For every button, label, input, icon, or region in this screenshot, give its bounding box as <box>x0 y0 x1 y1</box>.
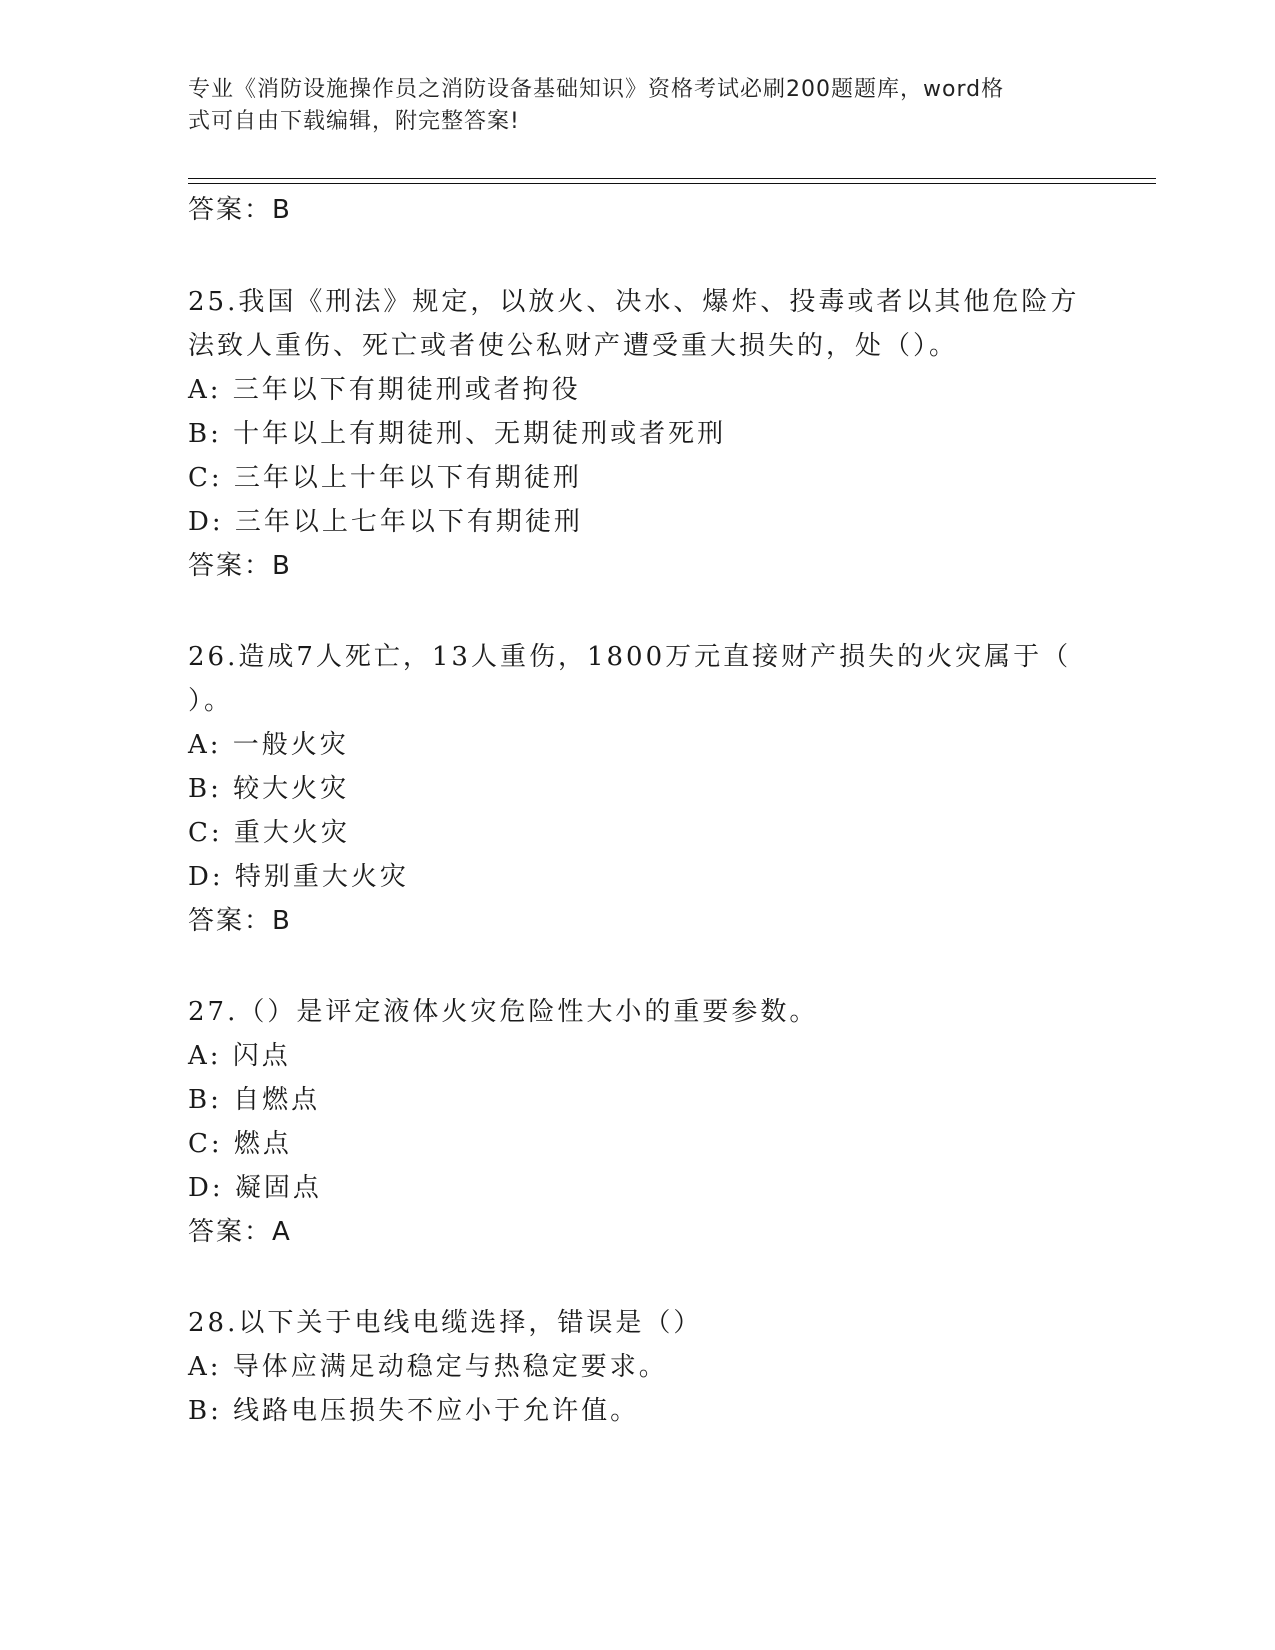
question-28-text: 28.以下关于电线电缆选择，错误是（） <box>188 1308 703 1338</box>
answer-27: 答案：A <box>188 1217 292 1247</box>
answer-25: 答案：B <box>188 551 292 581</box>
question-28-option-b: B: 线路电压损失不应小于允许值。 <box>188 1396 640 1426</box>
question-26-text-line-2: ）。 <box>188 686 234 716</box>
question-26-option-a: A: 一般火灾 <box>188 730 349 760</box>
question-27-option-b: B: 自燃点 <box>188 1085 321 1115</box>
question-25-option-a: A: 三年以下有期徒刑或者拘役 <box>188 375 581 405</box>
question-25-option-d: D: 三年以上七年以下有期徒刑 <box>188 507 583 537</box>
question-27-option-c: C: 燃点 <box>188 1129 292 1159</box>
question-26-text-line-1: 26.造成7人死亡，13人重伤，1800万元直接财产损失的火灾属于（ <box>188 642 1072 672</box>
question-28-option-a: A: 导体应满足动稳定与热稳定要求。 <box>188 1352 668 1382</box>
question-25-option-c: C: 三年以上十年以下有期徒刑 <box>188 463 582 493</box>
header-divider-bottom <box>188 183 1156 184</box>
header-line-2: 式可自由下载编辑，附完整答案! <box>188 109 520 134</box>
answer-26: 答案：B <box>188 906 292 936</box>
document-header <box>188 74 1088 138</box>
header-divider-top <box>188 178 1156 179</box>
question-27-option-d: D: 凝固点 <box>188 1173 322 1203</box>
question-27-option-a: A: 闪点 <box>188 1041 291 1071</box>
question-27-text: 27.（）是评定液体火灾危险性大小的重要参数。 <box>188 997 819 1027</box>
header-line-1: 专业《消防设施操作员之消防设备基础知识》资格考试必刷200题题库，word格 <box>188 77 1005 102</box>
answer-24: 答案：B <box>188 195 292 225</box>
question-25-text-line-2: 法致人重伤、死亡或者使公私财产遭受重大损失的，处（）。 <box>188 331 959 361</box>
question-25-text-line-1: 25.我国《刑法》规定，以放火、决水、爆炸、投毒或者以其他危险方 <box>188 287 1080 317</box>
question-26-option-b: B: 较大火灾 <box>188 774 350 804</box>
question-26-option-d: D: 特别重大火灾 <box>188 862 409 892</box>
question-25-option-b: B: 十年以上有期徒刑、无期徒刑或者死刑 <box>188 419 727 449</box>
question-26-option-c: C: 重大火灾 <box>188 818 350 848</box>
